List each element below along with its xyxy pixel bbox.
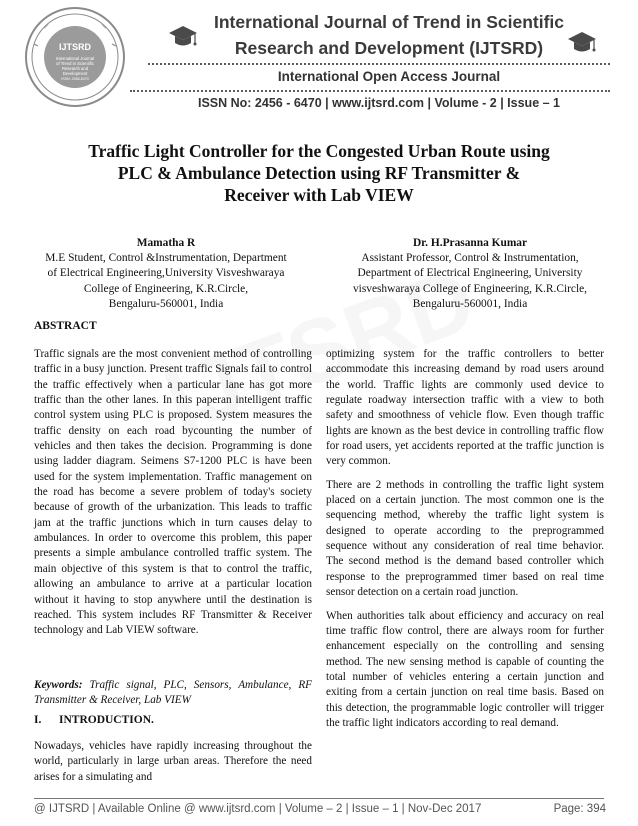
- paper-title: [40, 140, 598, 206]
- svg-text:IJTSRD: IJTSRD: [58, 42, 92, 52]
- author-affiliation: M.E Student, Control &Instrumentation, Department: [45, 252, 287, 265]
- svg-text:International Journal: International Journal: [56, 56, 94, 61]
- author-affiliation: Bengaluru-560001, India: [108, 297, 224, 310]
- section-heading: INTRODUCTION.: [59, 714, 154, 726]
- footer-text: @ IJTSRD | Available Online @ www.ijtsrd.com | Volume – 2 | Issue – 1 | Nov-Dec 2017: [34, 803, 482, 815]
- svg-text:of Trend in Scientific: of Trend in Scientific: [56, 61, 94, 66]
- keywords: [34, 678, 312, 709]
- right-column: [326, 347, 604, 739]
- body-paragraph: When authorities talk about efficiency and accuracy on real time traffic flow control, there are always room for further enhancement especially on the controlling and sensing method. The new sensing method is capable of counting the total number of vehicles entering a certain junction and exiting from a certain junction on real time basis. Based on this detection, the programmable logic controller will trigger the traffic light indicators according to real demand.: [326, 609, 604, 729]
- author-affiliation: of Electrical Engineering,University Visveshwaraya: [47, 267, 285, 280]
- svg-text:Research and: Research and: [61, 66, 89, 71]
- author-name: Dr. H.Prasanna Kumar: [412, 237, 528, 249]
- journal-title-line1: International Journal of Trend in Scientific: [213, 12, 565, 32]
- author-affiliation: Department of Electrical Engineering, University: [357, 267, 583, 280]
- introduction-text: Nowadays, vehicles have rapidly increasing throughout the world, particularly in large urban areas. Therefore the need arises for a simulating and: [34, 740, 312, 783]
- paper-title-line: Receiver with Lab VIEW: [224, 185, 414, 205]
- keywords-text: Traffic signal, PLC, Sensors, Ambulance, RF Transmitter & Receiver, Lab VIEW: [34, 679, 313, 707]
- author-affiliation: Assistant Professor, Control & Instrumentation,: [361, 252, 579, 265]
- svg-text:Development: Development: [62, 71, 88, 76]
- author-block: [26, 236, 306, 312]
- paper-title-line: PLC & Ambulance Detection using RF Transmitter &: [117, 163, 521, 183]
- paper-title-line: Traffic Light Controller for the Congested Urban Route using: [88, 141, 550, 161]
- footer-divider: [34, 798, 604, 799]
- journal-title-line2: Research and Development (IJTSRD): [234, 38, 544, 58]
- abstract-heading: ABSTRACT: [34, 320, 97, 332]
- author-affiliation: College of Engineering, K.R.Circle,: [83, 282, 249, 295]
- section-number: I.: [34, 714, 42, 726]
- author-affiliation: Bengaluru-560001, India: [412, 297, 528, 310]
- introduction-body: [34, 739, 312, 793]
- header-divider: [148, 63, 610, 65]
- page-footer: [34, 803, 606, 815]
- header-divider: [130, 90, 610, 92]
- author-name: Mamatha R: [136, 237, 196, 249]
- page-number: Page: 394: [553, 803, 606, 815]
- abstract-body: [34, 347, 312, 647]
- svg-text:ISSN: 2456-6470: ISSN: 2456-6470: [61, 77, 89, 81]
- open-access-label: International Open Access Journal: [277, 69, 501, 84]
- body-paragraph: optimizing system for the traffic controllers to better accommodate this increasing demand by road users around the world. Traffic lights are commonly used device to regulate roadway intersection traffic with a view to both safety and smoothness of vehicle flow. Even though traffic lights are known as the best device in controlling traffic flow for road users, yet accidents reported at the traffic junction is very common.: [326, 348, 604, 468]
- author-block: [330, 236, 610, 312]
- body-paragraph: There are 2 methods in controlling the traffic light system placed on a certain junction. The most common one is the sequencing method, whereby the traffic light system is designed to operate according to the preprogrammed sequence without any consideration of real time behavior. The second method is the demand based controller which response to the preprogrammed timer based on real time sensor detection on a certain road junction.: [326, 478, 604, 599]
- abstract-text: Traffic signals are the most convenient method of controlling traffic in a busy junction. Present traffic Signals fail to control the traffic effectively when a particular lane has got more traffic than the other lanes. In this paperan intelligent traffic control system using PLC is proposed. System measures the traffic density on each road bycounting the number of vehicles and then takes the decision. Programming is done using ladder diagram. Seimens S7-1200 PLC is have been used for the system implementation. Traffic management on the road has become a severe problem of today's society because of growth of the urbanization. This leads to traffic jam at the traffic junctions which in turn causes delay to ambulances. In order to overcome this problem, this paper presents a simple ambulance controlled traffic system. The main objective of this system is that to control the traffic, allowing an ambulance to arrive at a particular location without it having to stop anywhere until the destination is reached. This system includes RF Transmitter & Receiver technology and Lab VIEW software.: [34, 348, 312, 637]
- issn-line: ISSN No: 2456 - 6470 | www.ijtsrd.com | Volume - 2 | Issue – 1: [197, 96, 560, 110]
- journal-seal-logo: [24, 6, 126, 108]
- keywords-label: Keywords:: [34, 679, 83, 691]
- author-affiliation: visveshwaraya College of Engineering, K.R.Circle,: [352, 282, 588, 295]
